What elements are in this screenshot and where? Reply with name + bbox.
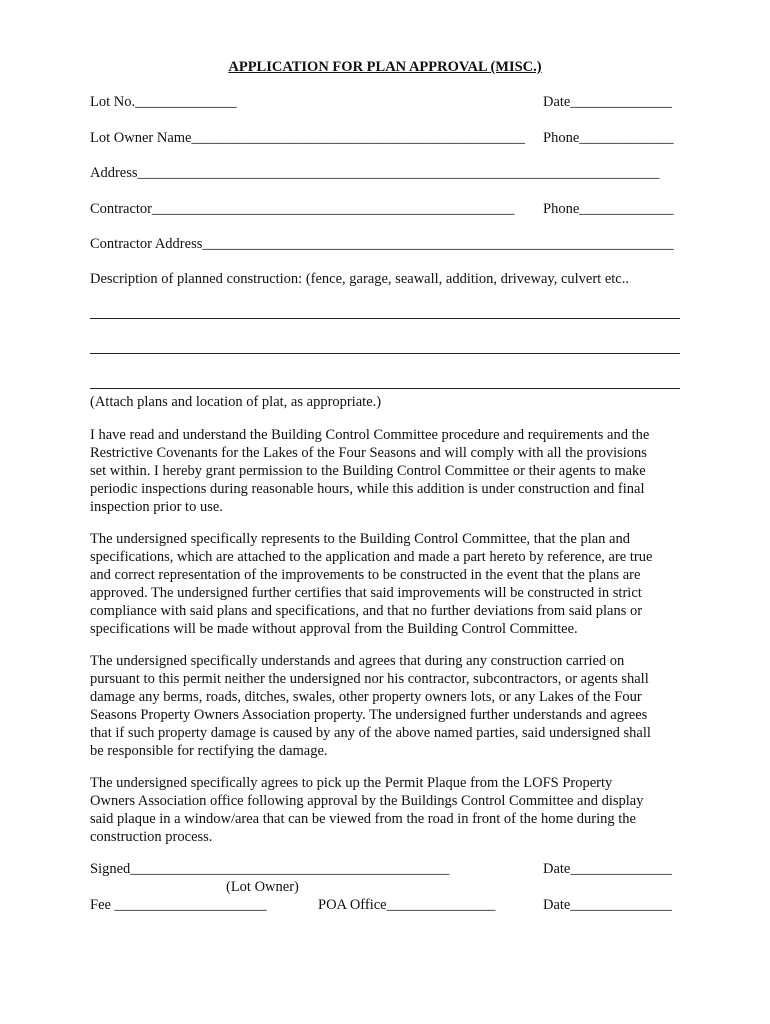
lot-no-field[interactable]: Lot No.______________ bbox=[90, 94, 237, 110]
attach-note: (Attach plans and location of plat, as appropriate.) bbox=[90, 394, 382, 410]
fee-field[interactable]: Fee _____________________ bbox=[90, 897, 267, 913]
contractor-field[interactable]: Contractor__________________________________________________ bbox=[90, 201, 515, 217]
page-title: APPLICATION FOR PLAN APPROVAL (MISC.) bbox=[228, 59, 542, 75]
paragraph-line: The undersigned specifically represents to the Building Control Committee, that the plan and bbox=[90, 531, 630, 547]
contractor-phone-field[interactable]: Phone_____________ bbox=[543, 201, 674, 217]
description-line-1[interactable] bbox=[90, 318, 680, 319]
paragraph-line: Restrictive Covenants for the Lakes of the Four Seasons and will comply with all the provisions bbox=[90, 445, 647, 461]
contractor-address-field[interactable]: Contractor Address_________________________________________________________________ bbox=[90, 236, 674, 252]
paragraph-line: specifications, which are attached to the application and made a part hereto by reference, are true bbox=[90, 549, 653, 565]
signed-date-field[interactable]: Date______________ bbox=[543, 861, 672, 877]
paragraph-line: I have read and understand the Building Control Committee procedure and requirements and the bbox=[90, 427, 650, 443]
paragraph-4 bbox=[90, 774, 682, 846]
owner-name-field[interactable]: Lot Owner Name______________________________________________ bbox=[90, 130, 525, 146]
paragraph-2 bbox=[90, 530, 682, 638]
owner-phone-field[interactable]: Phone_____________ bbox=[543, 130, 674, 146]
paragraph-line: approved. The undersigned further certifies that said improvements will be constructed in strict bbox=[90, 585, 642, 601]
paragraph-line: construction process. bbox=[90, 829, 213, 845]
poa-office-field[interactable]: POA Office_______________ bbox=[318, 897, 496, 913]
paragraph-line: inspection prior to use. bbox=[90, 499, 223, 515]
paragraph-line: Owners Association office following approval by the Buildings Control Committee and display bbox=[90, 793, 644, 809]
address-field[interactable]: Address________________________________________________________________________ bbox=[90, 165, 660, 181]
paragraph-1 bbox=[90, 426, 682, 516]
paragraph-line: that if such property damage is caused by any of the above named parties, said undersigned shall bbox=[90, 725, 651, 741]
paragraph-3 bbox=[90, 652, 682, 760]
description-line-2[interactable] bbox=[90, 353, 680, 354]
paragraph-line: damage any berms, roads, ditches, swales, other property owners lots, or any Lakes of the Four bbox=[90, 689, 642, 705]
paragraph-line: The undersigned specifically agrees to pick up the Permit Plaque from the LOFS Property bbox=[90, 775, 613, 791]
paragraph-line: periodic inspections during reasonable hours, while this addition is under construction and final bbox=[90, 481, 645, 497]
paragraph-line: set within. I hereby grant permission to the Building Control Committee or their agents to make bbox=[90, 463, 646, 479]
fee-date-field[interactable]: Date______________ bbox=[543, 897, 672, 913]
paragraph-line: said plaque in a window/area that can be viewed from the road in front of the home during the bbox=[90, 811, 636, 827]
paragraph-line: and correct representation of the improvements to be constructed in the event that the plans are bbox=[90, 567, 641, 583]
paragraph-line: specifications will be made without approval from the Building Control Committee. bbox=[90, 621, 578, 637]
paragraph-line: Seasons Property Owners Association property. The undersigned further understands and agrees bbox=[90, 707, 648, 723]
signed-field[interactable]: Signed____________________________________________ bbox=[90, 861, 450, 877]
description-label: Description of planned construction: (fence, garage, seawall, addition, driveway, culvert etc.. bbox=[90, 271, 629, 287]
lot-owner-caption: (Lot Owner) bbox=[226, 879, 299, 895]
paragraph-line: compliance with said plans and specifications, and that no further deviations from said plans or bbox=[90, 603, 643, 619]
paragraph-line: be responsible for rectifying the damage. bbox=[90, 743, 328, 759]
description-line-3[interactable] bbox=[90, 388, 680, 389]
paragraph-line: The undersigned specifically understands and agrees that during any construction carried on bbox=[90, 653, 625, 669]
date-field-top[interactable]: Date______________ bbox=[543, 94, 672, 110]
paragraph-line: pursuant to this permit neither the undersigned nor his contractor, subcontractors, or agents shall bbox=[90, 671, 649, 687]
